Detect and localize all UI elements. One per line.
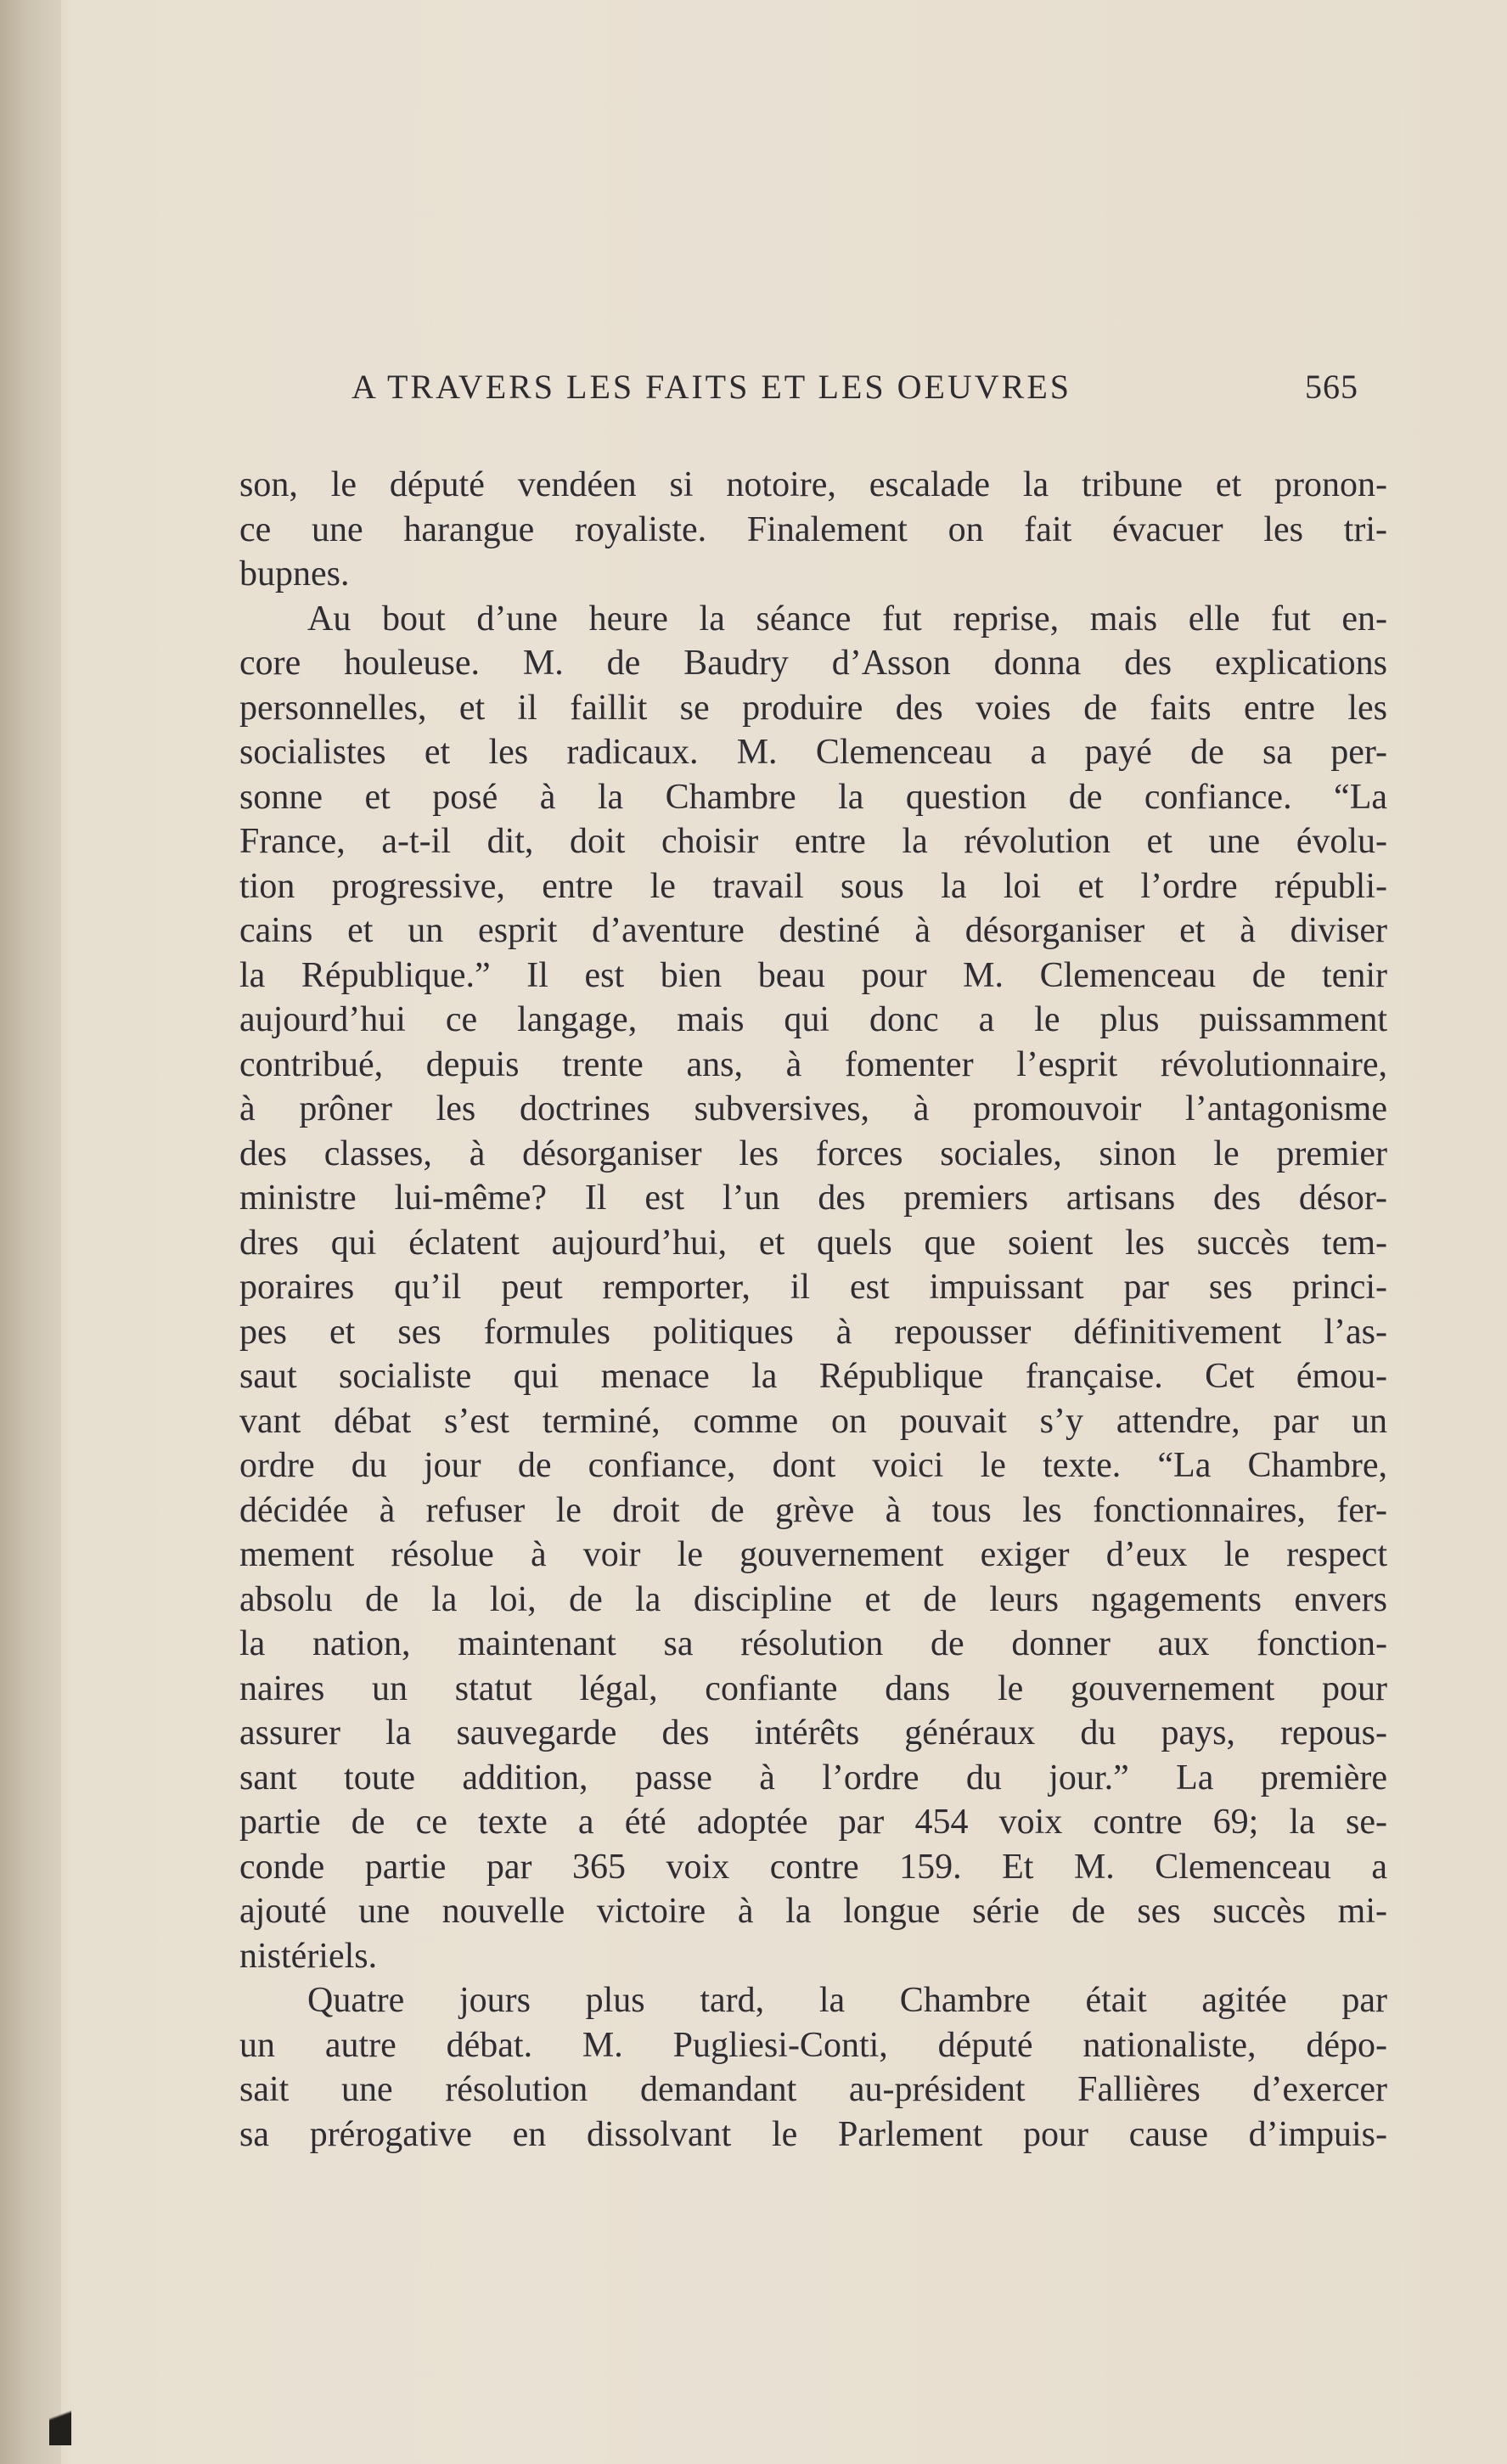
text-line: sant toute addition, passe à l’ordre du jour.” La première <box>239 1758 1387 1797</box>
text-line: nistériels. <box>239 1936 378 1976</box>
text-line: son, le député vendéen si notoire, escalade la tribune et pronon- <box>239 465 1387 504</box>
text-line: absolu de la loi, de la discipline et de leurs ngagements envers <box>239 1579 1387 1619</box>
text-line: ministre lui-même? Il est l’un des premiers artisans des désor- <box>239 1179 1387 1218</box>
text-line: ce une harangue royaliste. Finalement on fait évacuer les tri- <box>239 509 1387 549</box>
text-line: la nation, maintenant sa résolution de donner aux fonction- <box>239 1624 1387 1663</box>
text-line: poraires qu’il peut remporter, il est impuissant par ses princi- <box>239 1268 1387 1307</box>
running-title: A TRAVERS LES FAITS ET LES OEUVRES <box>351 368 1072 406</box>
text-line: contribué, depuis trente ans, à fomenter l’esprit révolutionnaire, <box>239 1044 1387 1084</box>
text-line: conde partie par 365 voix contre 159. Et M. Clemenceau a <box>239 1847 1387 1887</box>
text-line: des classes, à désorganiser les forces sociales, sinon le premier <box>239 1134 1387 1173</box>
text-line: pes et ses formules politiques à repousser définitivement l’as- <box>239 1312 1387 1352</box>
text-line: un autre débat. M. Pugliesi-Conti, député nationaliste, dépo- <box>239 2025 1387 2065</box>
text-line: socialistes et les radicaux. M. Clemenceau a payé de sa per- <box>239 733 1387 772</box>
text-line: dres qui éclatent aujourd’hui, et quels que soient les succès tem- <box>239 1223 1387 1263</box>
text-line: bupnes. <box>239 554 350 593</box>
text-line: ajouté une nouvelle victoire à la longue série de ses succès mi- <box>239 1892 1387 1931</box>
text-line: saut socialiste qui menace la République française. Cet émou- <box>239 1357 1387 1396</box>
text-line: tion progressive, entre le travail sous la loi et l’ordre républi- <box>239 866 1387 906</box>
page-gutter <box>0 0 61 2464</box>
text-line: cains et un esprit d’aventure destiné à désorganiser et à diviser <box>239 911 1387 950</box>
text-line: Au bout d’une heure la séance fut reprise, mais elle fut en- <box>307 599 1387 639</box>
text-line: France, a-t-il dit, doit choisir entre la révolution et une évolu- <box>239 822 1387 861</box>
text-line: mement résolue à voir le gouvernement exiger d’eux le respect <box>239 1535 1387 1574</box>
text-line: assurer la sauvegarde des intérêts généraux du pays, repous- <box>239 1713 1387 1752</box>
page-number: 565 <box>1305 368 1358 406</box>
text-line: Quatre jours plus tard, la Chambre était agitée par <box>307 1981 1387 2020</box>
text-line: sait une résolution demandant au-président Fallières d’exercer <box>239 2070 1387 2109</box>
text-line: à prôner les doctrines subversives, à promouvoir l’antagonisme <box>239 1089 1387 1128</box>
text-line: partie de ce texte a été adoptée par 454 voix contre 69; la se- <box>239 1803 1387 1842</box>
text-line: la République.” Il est bien beau pour M. Clemenceau de tenir <box>239 955 1387 995</box>
text-line: personnelles, et il faillit se produire des voies de faits entre les <box>239 688 1387 728</box>
text-line: core houleuse. M. de Baudry d’Asson donna des explications <box>239 644 1387 683</box>
text-line: sa prérogative en dissolvant le Parlement pour cause d’impuis- <box>239 2114 1387 2154</box>
running-header <box>351 367 1358 421</box>
text-line: décidée à refuser le droit de grève à tous les fonctionnaires, fer- <box>239 1490 1387 1530</box>
binding-shadow <box>49 2394 71 2445</box>
body-text <box>239 463 1387 2157</box>
text-line: ordre du jour de confiance, dont voici le texte. “La Chambre, <box>239 1446 1387 1485</box>
text-line: aujourd’hui ce langage, mais qui donc a le plus puissamment <box>239 1000 1387 1039</box>
text-line: vant débat s’est terminé, comme on pouvait s’y attendre, par un <box>239 1401 1387 1441</box>
text-line: sonne et posé à la Chambre la question de confiance. “La <box>239 777 1387 817</box>
text-line: naires un statut légal, confiante dans le gouvernement pour <box>239 1668 1387 1708</box>
